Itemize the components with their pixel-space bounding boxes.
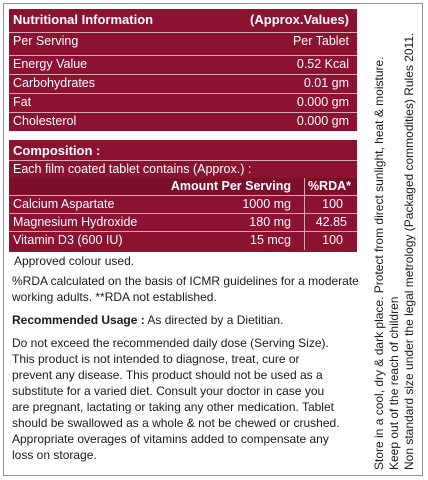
rda-note-line: %RDA calculated on the basis of ICMR guidelines for a moderate (12, 274, 359, 288)
colour-note: Approved colour used. (14, 254, 135, 268)
overage-note-line: loss on storage. (12, 448, 97, 462)
nutrition-row (9, 112, 357, 130)
warning-line: substitute for a varied diet. Consult your doctor in case you (12, 384, 325, 398)
ingredient-rda: 100 (322, 197, 343, 211)
nutrition-title: Nutritional Information (13, 12, 154, 27)
ingredient-amount: 15 mcg (250, 233, 291, 247)
composition-subtitle-row (9, 160, 357, 178)
nutrient-value: 0.000 gm (296, 95, 349, 109)
ingredient-rda: 100 (322, 233, 343, 247)
nutrition-row (9, 93, 357, 111)
warning-line: prevent any disease. This product should not be used as a (12, 368, 323, 382)
overage-note-line: Appropriate overages of vitamins added to compensate any (12, 432, 329, 446)
composition-header (9, 142, 357, 160)
composition-title: Composition : (13, 143, 101, 158)
nutrient-value: 0.52 Kcal (296, 57, 349, 71)
composition-panel (9, 140, 357, 252)
metrology-note: Non standard size under the legal metrology (Packaged commodities) Rules 2011. (402, 32, 416, 470)
nutrient-value: 0.01 gm (303, 76, 349, 90)
nutrient-name: Fat (13, 95, 32, 109)
rda-note-line: working adults. **RDA not established. (12, 290, 217, 304)
serving-value: Per Tablet (292, 34, 349, 48)
composition-subtitle: Each film coated tablet contains (Approx.) : (13, 162, 252, 176)
storage-instruction: Store in a cool, dry & dark place. Protect from direct sunlight, heat & moisture. (372, 56, 386, 470)
nutrition-title-right: (Approx.Values) (250, 12, 349, 27)
side-storage-text (372, 33, 417, 470)
usage-label: Recommended Usage : (12, 313, 145, 327)
nutrition-row (9, 55, 357, 73)
nutrient-value: 0.000 gm (296, 114, 349, 128)
warning-line: Do not exceed the recommended daily dose (Serving Size). (12, 336, 329, 350)
col-amount-header: Amount Per Serving (170, 179, 291, 193)
usage-value: As directed by a Dietitian. (144, 313, 284, 327)
nutrient-name: Cholesterol (13, 114, 77, 128)
children-warning: Keep out of the reach of children (387, 296, 401, 470)
nutrition-row (9, 74, 357, 92)
nutrition-panel (9, 9, 357, 131)
serving-label: Per Serving (13, 34, 79, 48)
table-divider (304, 178, 305, 250)
col-rda-header: %RDA* (307, 179, 351, 193)
ingredient-rda: 42.85 (315, 215, 347, 229)
ingredient-amount: 180 mg (249, 215, 291, 229)
nutrient-name: Energy Value (13, 57, 88, 71)
ingredient-amount: 1000 mg (242, 197, 291, 211)
warning-line: should be swallowed as a whole & not be chewed or crushed. (12, 416, 340, 430)
serving-row (9, 32, 357, 50)
ingredient-name: Magnesium Hydroxide (13, 215, 138, 229)
warning-line: are pregnant, lactating or taking any other medication. Tablet (12, 400, 334, 414)
ingredient-name: Vitamin D3 (600 IU) (13, 233, 123, 247)
warning-line: This product is not intended to diagnose, treat, cure or (12, 352, 300, 366)
ingredient-name: Calcium Aspartate (13, 197, 115, 211)
nutrient-name: Carbohydrates (13, 76, 95, 90)
nutrition-header (9, 11, 357, 31)
recommended-usage (12, 313, 283, 328)
